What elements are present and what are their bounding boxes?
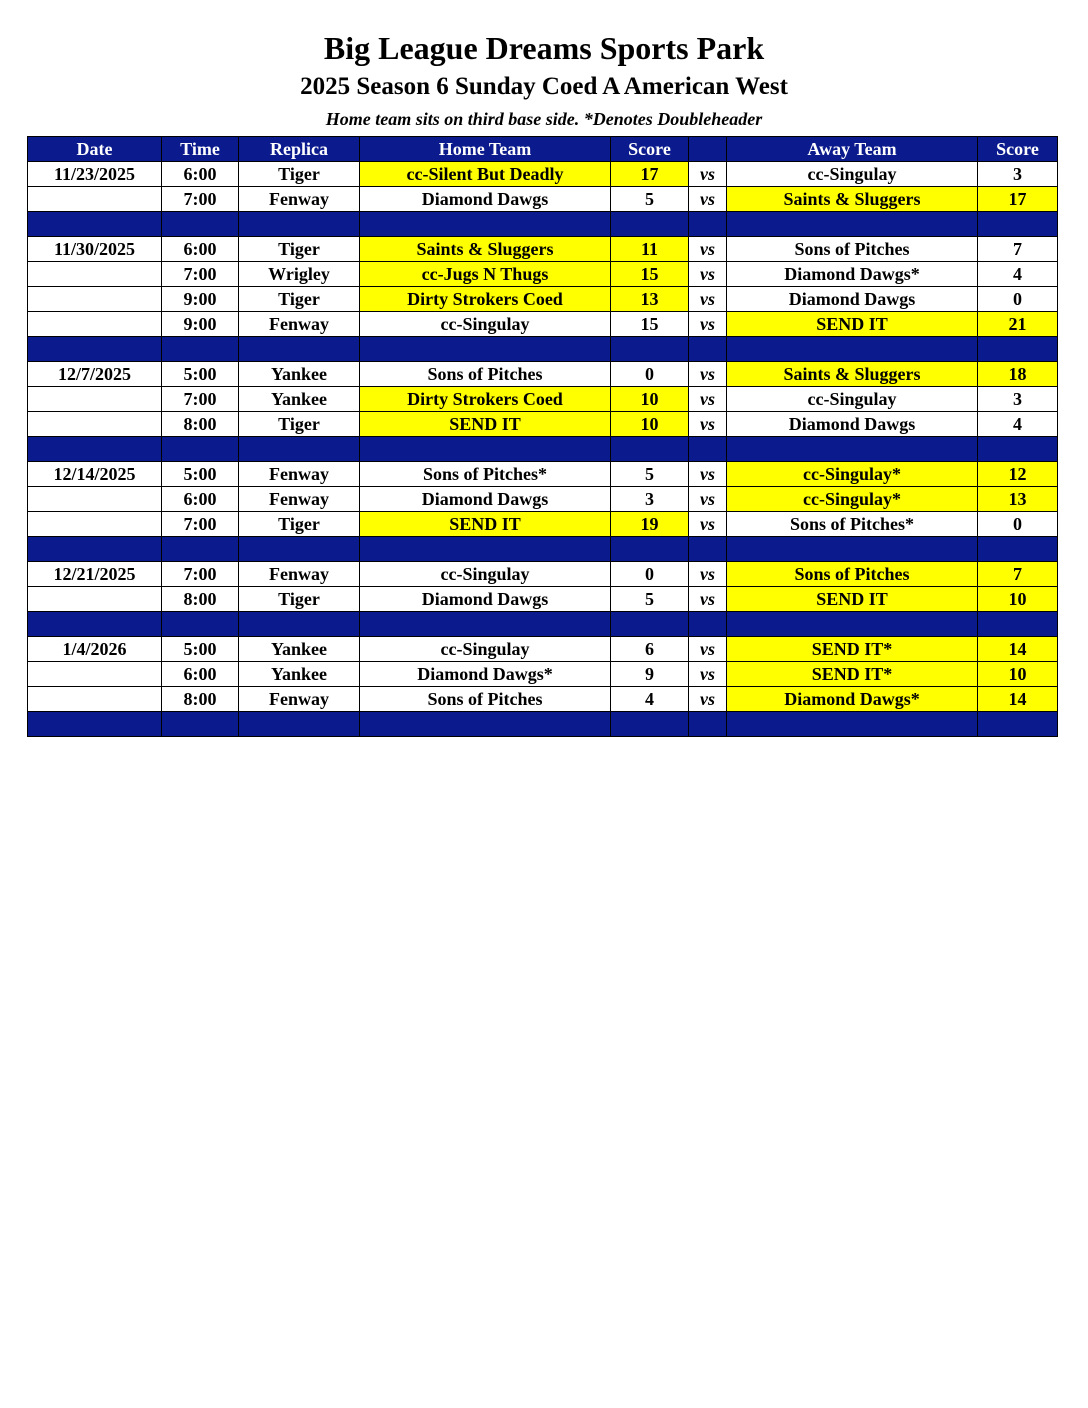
separator-cell — [727, 212, 978, 237]
home-team-cell: cc-Singulay — [360, 312, 611, 337]
time-cell: 8:00 — [162, 587, 239, 612]
time-cell: 6:00 — [162, 162, 239, 187]
away-score-cell: 0 — [978, 287, 1058, 312]
vs-cell: vs — [689, 312, 727, 337]
separator-cell — [978, 712, 1058, 737]
replica-cell: Tiger — [239, 237, 360, 262]
separator-cell — [360, 437, 611, 462]
separator-cell — [611, 337, 689, 362]
date-cell: 1/4/2026 — [28, 637, 162, 662]
replica-cell: Wrigley — [239, 262, 360, 287]
vs-cell: vs — [689, 287, 727, 312]
away-score-cell: 4 — [978, 412, 1058, 437]
home-team-cell: SEND IT — [360, 512, 611, 537]
separator-cell — [611, 212, 689, 237]
time-cell: 8:00 — [162, 687, 239, 712]
away-score-cell: 14 — [978, 687, 1058, 712]
replica-cell: Yankee — [239, 387, 360, 412]
replica-cell: Yankee — [239, 662, 360, 687]
separator-cell — [611, 537, 689, 562]
separator-cell — [28, 337, 162, 362]
separator-cell — [727, 537, 978, 562]
home-team-cell: Dirty Strokers Coed — [360, 387, 611, 412]
separator-cell — [689, 437, 727, 462]
vs-cell: vs — [689, 637, 727, 662]
home-score-cell: 10 — [611, 387, 689, 412]
away-score-cell: 10 — [978, 662, 1058, 687]
date-cell — [28, 287, 162, 312]
away-score-cell: 12 — [978, 462, 1058, 487]
away-team-cell: Saints & Sluggers — [727, 187, 978, 212]
game-row — [28, 562, 1058, 587]
home-score-cell: 5 — [611, 187, 689, 212]
home-score-cell: 15 — [611, 262, 689, 287]
away-score-cell: 13 — [978, 487, 1058, 512]
separator-cell — [239, 612, 360, 637]
vs-cell: vs — [689, 237, 727, 262]
separator-cell — [162, 437, 239, 462]
home-score-cell: 11 — [611, 237, 689, 262]
time-cell: 5:00 — [162, 462, 239, 487]
separator-row — [28, 537, 1058, 562]
home-team-cell: cc-Jugs N Thugs — [360, 262, 611, 287]
date-cell: 11/30/2025 — [28, 237, 162, 262]
time-cell: 6:00 — [162, 237, 239, 262]
home-team-cell: Diamond Dawgs* — [360, 662, 611, 687]
home-team-cell: Sons of Pitches — [360, 362, 611, 387]
away-score-cell: 10 — [978, 587, 1058, 612]
separator-cell — [239, 712, 360, 737]
home-score-cell: 9 — [611, 662, 689, 687]
column-header-date: Date — [28, 137, 162, 162]
replica-cell: Fenway — [239, 462, 360, 487]
vs-cell: vs — [689, 412, 727, 437]
away-team-cell: SEND IT — [727, 587, 978, 612]
away-score-cell: 7 — [978, 562, 1058, 587]
away-team-cell: Sons of Pitches* — [727, 512, 978, 537]
home-team-cell: Sons of Pitches — [360, 687, 611, 712]
time-cell: 5:00 — [162, 637, 239, 662]
separator-row — [28, 437, 1058, 462]
game-row — [28, 162, 1058, 187]
replica-cell: Tiger — [239, 412, 360, 437]
home-score-cell: 19 — [611, 512, 689, 537]
home-score-cell: 17 — [611, 162, 689, 187]
separator-cell — [28, 537, 162, 562]
page-title: Big League Dreams Sports Park — [323, 30, 765, 66]
home-score-cell: 13 — [611, 287, 689, 312]
column-header-away-score: Score — [978, 137, 1058, 162]
home-team-cell: cc-Singulay — [360, 562, 611, 587]
column-header-time: Time — [162, 137, 239, 162]
vs-cell: vs — [689, 162, 727, 187]
separator-cell — [28, 212, 162, 237]
home-score-cell: 6 — [611, 637, 689, 662]
away-team-cell: cc-Singulay — [727, 162, 978, 187]
away-team-cell: SEND IT — [727, 312, 978, 337]
replica-cell: Tiger — [239, 587, 360, 612]
game-row — [28, 287, 1058, 312]
replica-cell: Fenway — [239, 562, 360, 587]
date-cell: 12/21/2025 — [28, 562, 162, 587]
game-row — [28, 662, 1058, 687]
game-row — [28, 512, 1058, 537]
away-team-cell: cc-Singulay* — [727, 462, 978, 487]
home-score-cell: 3 — [611, 487, 689, 512]
schedule-body — [28, 162, 1058, 737]
date-cell: 11/23/2025 — [28, 162, 162, 187]
home-score-cell: 5 — [611, 462, 689, 487]
vs-cell: vs — [689, 512, 727, 537]
time-cell: 6:00 — [162, 487, 239, 512]
home-team-cell: Diamond Dawgs — [360, 487, 611, 512]
home-team-cell: Dirty Strokers Coed — [360, 287, 611, 312]
game-row — [28, 362, 1058, 387]
vs-cell: vs — [689, 187, 727, 212]
time-cell: 7:00 — [162, 387, 239, 412]
away-team-cell: Diamond Dawgs* — [727, 262, 978, 287]
away-team-cell: cc-Singulay — [727, 387, 978, 412]
separator-cell — [162, 337, 239, 362]
date-cell — [28, 387, 162, 412]
column-header-replica: Replica — [239, 137, 360, 162]
away-team-cell: Sons of Pitches — [727, 562, 978, 587]
separator-cell — [978, 437, 1058, 462]
time-cell: 7:00 — [162, 512, 239, 537]
separator-cell — [162, 712, 239, 737]
away-team-cell: Diamond Dawgs — [727, 412, 978, 437]
date-cell — [28, 412, 162, 437]
time-cell: 9:00 — [162, 312, 239, 337]
time-cell: 9:00 — [162, 287, 239, 312]
away-score-cell: 3 — [978, 162, 1058, 187]
home-team-cell: SEND IT — [360, 412, 611, 437]
separator-cell — [689, 337, 727, 362]
vs-cell: vs — [689, 262, 727, 287]
date-cell — [28, 262, 162, 287]
date-cell — [28, 312, 162, 337]
replica-cell: Tiger — [239, 162, 360, 187]
separator-cell — [689, 212, 727, 237]
away-team-cell: SEND IT* — [727, 662, 978, 687]
game-row — [28, 262, 1058, 287]
home-score-cell: 0 — [611, 562, 689, 587]
game-row — [28, 637, 1058, 662]
separator-cell — [727, 712, 978, 737]
schedule-table — [27, 136, 1058, 737]
separator-cell — [611, 612, 689, 637]
away-score-cell: 14 — [978, 637, 1058, 662]
home-team-cell: Sons of Pitches* — [360, 462, 611, 487]
separator-cell — [727, 612, 978, 637]
home-score-cell: 4 — [611, 687, 689, 712]
game-row — [28, 187, 1058, 212]
separator-cell — [689, 712, 727, 737]
separator-cell — [28, 612, 162, 637]
replica-cell: Yankee — [239, 637, 360, 662]
separator-cell — [360, 337, 611, 362]
separator-cell — [360, 712, 611, 737]
column-header-home-score: Score — [611, 137, 689, 162]
separator-cell — [611, 437, 689, 462]
date-cell: 12/7/2025 — [28, 362, 162, 387]
away-score-cell: 3 — [978, 387, 1058, 412]
separator-cell — [239, 437, 360, 462]
home-score-cell: 0 — [611, 362, 689, 387]
time-cell: 7:00 — [162, 262, 239, 287]
separator-cell — [360, 612, 611, 637]
date-cell — [28, 662, 162, 687]
home-score-cell: 15 — [611, 312, 689, 337]
replica-cell: Fenway — [239, 312, 360, 337]
away-team-cell: Sons of Pitches — [727, 237, 978, 262]
header-row — [28, 137, 1058, 162]
vs-cell: vs — [689, 562, 727, 587]
column-header-away-team: Away Team — [727, 137, 978, 162]
time-cell: 5:00 — [162, 362, 239, 387]
home-team-cell: Saints & Sluggers — [360, 237, 611, 262]
date-cell — [28, 187, 162, 212]
separator-row — [28, 337, 1058, 362]
game-row — [28, 687, 1058, 712]
separator-cell — [360, 537, 611, 562]
away-score-cell: 7 — [978, 237, 1058, 262]
replica-cell: Fenway — [239, 487, 360, 512]
game-row — [28, 412, 1058, 437]
vs-cell: vs — [689, 487, 727, 512]
vs-cell: vs — [689, 462, 727, 487]
replica-cell: Tiger — [239, 287, 360, 312]
vs-cell: vs — [689, 662, 727, 687]
column-header-home-team: Home Team — [360, 137, 611, 162]
separator-cell — [239, 537, 360, 562]
separator-cell — [28, 437, 162, 462]
away-team-cell: SEND IT* — [727, 637, 978, 662]
away-score-cell: 0 — [978, 512, 1058, 537]
separator-row — [28, 212, 1058, 237]
replica-cell: Fenway — [239, 687, 360, 712]
separator-cell — [727, 337, 978, 362]
time-cell: 7:00 — [162, 562, 239, 587]
separator-cell — [162, 612, 239, 637]
away-score-cell: 21 — [978, 312, 1058, 337]
vs-cell: vs — [689, 587, 727, 612]
replica-cell: Yankee — [239, 362, 360, 387]
home-score-cell: 10 — [611, 412, 689, 437]
separator-cell — [727, 437, 978, 462]
separator-cell — [162, 537, 239, 562]
vs-cell: vs — [689, 362, 727, 387]
away-score-cell: 18 — [978, 362, 1058, 387]
separator-cell — [978, 537, 1058, 562]
time-cell: 8:00 — [162, 412, 239, 437]
home-team-cell: cc-Singulay — [360, 637, 611, 662]
separator-cell — [239, 337, 360, 362]
column-header-vs — [689, 137, 727, 162]
separator-cell — [978, 612, 1058, 637]
replica-cell: Tiger — [239, 512, 360, 537]
page-subtitle: 2025 Season 6 Sunday Coed A American West — [300, 73, 788, 100]
away-team-cell: Diamond Dawgs — [727, 287, 978, 312]
date-cell — [28, 512, 162, 537]
separator-cell — [162, 212, 239, 237]
date-cell — [28, 687, 162, 712]
game-row — [28, 587, 1058, 612]
away-team-cell: Saints & Sluggers — [727, 362, 978, 387]
vs-cell: vs — [689, 387, 727, 412]
home-score-cell: 5 — [611, 587, 689, 612]
away-team-cell: cc-Singulay* — [727, 487, 978, 512]
game-row — [28, 387, 1058, 412]
vs-cell: vs — [689, 687, 727, 712]
separator-cell — [360, 212, 611, 237]
game-row — [28, 487, 1058, 512]
home-team-cell: Diamond Dawgs — [360, 587, 611, 612]
date-cell: 12/14/2025 — [28, 462, 162, 487]
home-team-cell: cc-Silent But Deadly — [360, 162, 611, 187]
schedule-note: Home team sits on third base side. *Denotes Doubleheader — [325, 109, 763, 129]
game-row — [28, 312, 1058, 337]
away-team-cell: Diamond Dawgs* — [727, 687, 978, 712]
separator-cell — [689, 612, 727, 637]
separator-row — [28, 712, 1058, 737]
home-team-cell: Diamond Dawgs — [360, 187, 611, 212]
time-cell: 6:00 — [162, 662, 239, 687]
separator-row — [28, 612, 1058, 637]
separator-cell — [28, 712, 162, 737]
separator-cell — [689, 537, 727, 562]
time-cell: 7:00 — [162, 187, 239, 212]
away-score-cell: 4 — [978, 262, 1058, 287]
game-row — [28, 462, 1058, 487]
game-row — [28, 237, 1058, 262]
separator-cell — [978, 337, 1058, 362]
replica-cell: Fenway — [239, 187, 360, 212]
separator-cell — [239, 212, 360, 237]
date-cell — [28, 487, 162, 512]
date-cell — [28, 587, 162, 612]
separator-cell — [611, 712, 689, 737]
away-score-cell: 17 — [978, 187, 1058, 212]
separator-cell — [978, 212, 1058, 237]
